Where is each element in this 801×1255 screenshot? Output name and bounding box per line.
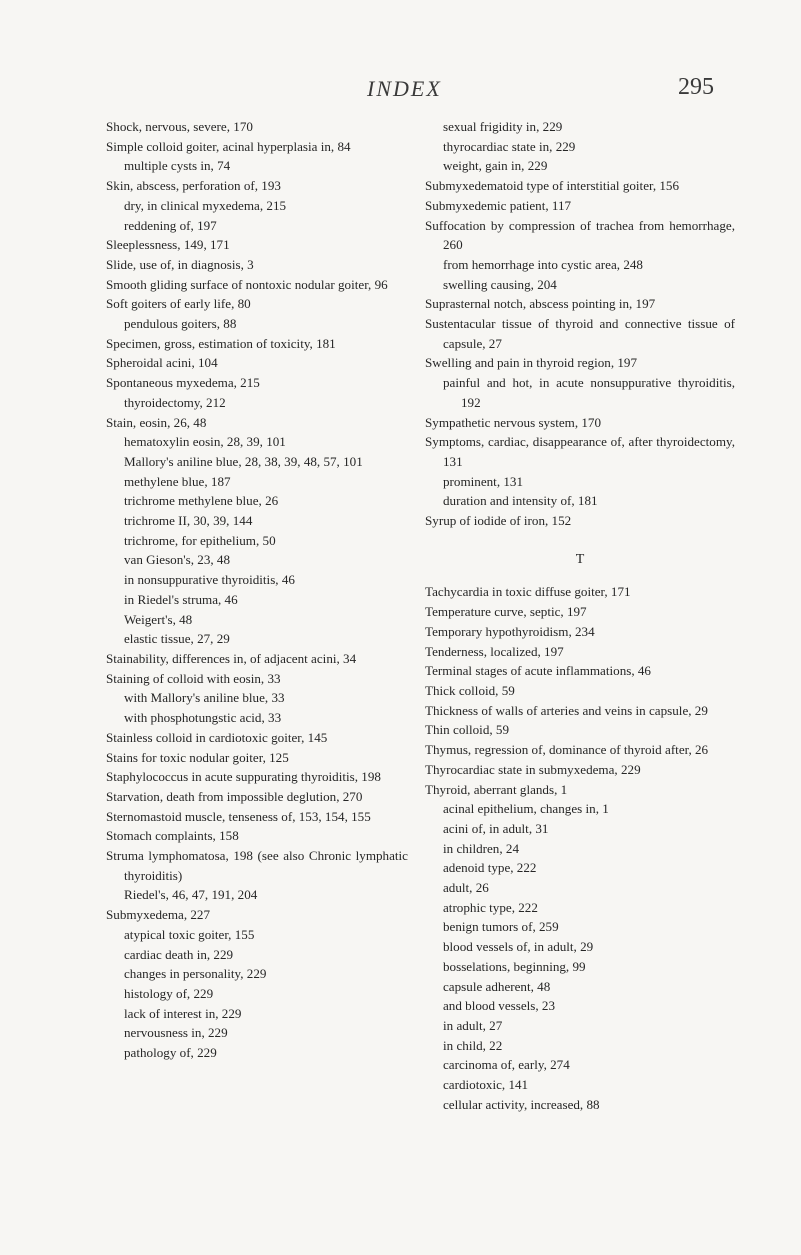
index-subentry: weight, gain in, 229 [443, 158, 548, 174]
index-subentry: acini of, in adult, 31 [443, 820, 549, 836]
index-subentry: cellular activity, increased, 88 [443, 1096, 600, 1112]
index-subentry: carcinoma of, early, 274 [443, 1057, 570, 1073]
index-subentry: cardiotoxic, 141 [443, 1077, 529, 1093]
index-subentry: trichrome methylene blue, 26 [124, 493, 279, 509]
index-subentry: elastic tissue, 27, 29 [124, 631, 230, 647]
index-entry: Submyxedematoid type of interstitial goiter, 156 [425, 178, 680, 194]
index-entry: Sternomastoid muscle, tenseness of, 153, 154, 155 [106, 808, 371, 824]
index-entry: Thickness of walls of arteries and veins in capsule, 29 [425, 702, 708, 718]
index-subentry: in children, 24 [443, 840, 519, 856]
index-entry: Shock, nervous, severe, 170 [106, 119, 253, 134]
index-subentry: and blood vessels, 23 [443, 998, 556, 1014]
index-subentry: trichrome II, 30, 39, 144 [124, 513, 253, 529]
index-entry: Thyroid, aberrant glands, 1 [425, 781, 568, 797]
index-entry: Terminal stages of acute inflammations, 46 [425, 663, 651, 679]
index-subentry: nervousness in, 229 [124, 1025, 228, 1041]
index-entry: Specimen, gross, estimation of toxicity, 181 [106, 335, 336, 351]
page-number: 295 [678, 74, 714, 100]
index-subentry: Riedel's, 46, 47, 191, 204 [124, 887, 258, 903]
index-section-t [425, 582, 735, 1114]
index-entry: Spontaneous myxedema, 215 [106, 375, 260, 391]
index-entry: Thyrocardiac state in submyxedema, 229 [425, 761, 641, 777]
index-column-left [106, 117, 408, 1063]
index-entry: Thin colloid, 59 [425, 722, 510, 738]
index-entry: Stain, eosin, 26, 48 [106, 414, 207, 430]
index-subentry: histology of, 229 [124, 985, 214, 1001]
index-entry: Thymus, regression of, dominance of thyroid after, 26 [425, 742, 709, 758]
index-entry: Starvation, death from impossible deglution, 270 [106, 788, 363, 804]
index-entry: Submyxedema, 227 [106, 907, 211, 923]
index-entry: Staphylococcus in acute suppurating thyroiditis, 198 [106, 769, 381, 785]
index-subentry: Mallory's aniline blue, 28, 38, 39, 48, 57, 101 [124, 453, 363, 469]
index-subentry: lack of interest in, 229 [124, 1005, 242, 1021]
index-subentry: thyroidectomy, 212 [124, 394, 226, 410]
index-subentry: adult, 26 [443, 880, 489, 896]
index-subentry: duration and intensity of, 181 [443, 493, 598, 509]
index-entry: Stainless colloid in cardiotoxic goiter, 145 [106, 729, 328, 745]
index-subentry: sexual frigidity in, 229 [443, 119, 563, 134]
index-subentry: Weigert's, 48 [124, 611, 193, 627]
index-column-right [425, 117, 735, 1114]
index-entry: Stainability, differences in, of adjacent acini, 34 [106, 650, 357, 666]
index-entry: Smooth gliding surface of nontoxic nodular goiter, 96 [106, 276, 388, 292]
index-subentry: trichrome, for epithelium, 50 [124, 532, 276, 548]
index-subentry: prominent, 131 [443, 473, 524, 489]
index-entry: Simple colloid goiter, acinal hyperplasia in, 84 [106, 138, 351, 154]
index-subentry: capsule adherent, 48 [443, 978, 551, 994]
index-entry: Tenderness, localized, 197 [425, 643, 564, 659]
index-entry: Sustentacular tissue of thyroid and connective tissue of capsule, 27 [425, 316, 735, 351]
index-subentry: in child, 22 [443, 1037, 503, 1053]
index-subentry: van Gieson's, 23, 48 [124, 552, 231, 568]
running-head: INDEX [367, 76, 442, 101]
index-subentry: hematoxylin eosin, 28, 39, 101 [124, 434, 286, 450]
index-subentry: dry, in clinical myxedema, 215 [124, 197, 287, 213]
index-subentry: thyrocardiac state in, 229 [443, 138, 576, 154]
index-subentry: in nonsuppurative thyroiditis, 46 [124, 572, 295, 588]
index-entry: Stomach complaints, 158 [106, 828, 239, 844]
index-entry: Temporary hypothyroidism, 234 [425, 623, 595, 639]
index-subentry: blood vessels of, in adult, 29 [443, 939, 594, 955]
index-subentry: swelling causing, 204 [443, 276, 557, 292]
index-subentry: in adult, 27 [443, 1017, 503, 1033]
index-subentry: from hemorrhage into cystic area, 248 [443, 256, 643, 272]
index-entry: Spheroidal acini, 104 [106, 355, 218, 371]
index-entry: Stains for toxic nodular goiter, 125 [106, 749, 289, 765]
index-entry: Staining of colloid with eosin, 33 [106, 670, 281, 686]
index-entry: Struma lymphomatosa, 198 (see also Chronic lymphatic thyroiditis) [106, 848, 408, 883]
index-subentry: cardiac death in, 229 [124, 946, 234, 962]
index-subentry: with phosphotungstic acid, 33 [124, 710, 282, 726]
index-subentry: painful and hot, in acute nonsuppurative thyroiditis, 192 [443, 375, 735, 410]
index-subentry: with Mallory's aniline blue, 33 [124, 690, 285, 706]
index-entry: Syrup of iodide of iron, 152 [425, 513, 572, 529]
index-entry: Suprasternal notch, abscess pointing in, 197 [425, 296, 656, 312]
index-subentry: methylene blue, 187 [124, 473, 231, 489]
index-entry: Tachycardia in toxic diffuse goiter, 171 [425, 584, 631, 600]
index-subentry: benign tumors of, 259 [443, 919, 559, 935]
index-entry: Sympathetic nervous system, 170 [425, 414, 602, 430]
index-subentry: pathology of, 229 [124, 1045, 217, 1061]
index-section-s-continued [425, 117, 735, 531]
index-subentry: in Riedel's struma, 46 [124, 591, 238, 607]
section-letter-t: T [575, 551, 585, 567]
index-entry: Skin, abscess, perforation of, 193 [106, 178, 281, 194]
index-entry: Symptoms, cardiac, disappearance of, after thyroidectomy, 131 [425, 434, 735, 469]
index-entry: Sleeplessness, 149, 171 [106, 237, 230, 253]
index-subentry: bosselations, beginning, 99 [443, 958, 586, 974]
index-entry: Thick colloid, 59 [425, 682, 515, 698]
index-subentry: atrophic type, 222 [443, 899, 538, 915]
index-subentry: atypical toxic goiter, 155 [124, 926, 255, 942]
index-entry: Soft goiters of early life, 80 [106, 296, 251, 312]
index-subentry: pendulous goiters, 88 [124, 316, 237, 332]
index-subentry: multiple cysts in, 74 [124, 158, 231, 174]
index-subentry: adenoid type, 222 [443, 860, 537, 876]
index-entry: Swelling and pain in thyroid region, 197 [425, 355, 638, 371]
index-subentry: reddening of, 197 [124, 217, 217, 233]
index-entry: Slide, use of, in diagnosis, 3 [106, 256, 254, 272]
index-entry: Suffocation by compression of trachea from hemorrhage, 260 [425, 217, 735, 253]
index-entry: Submyxedemic patient, 117 [425, 197, 572, 213]
index-subentry: acinal epithelium, changes in, 1 [443, 801, 609, 817]
index-subentry: changes in personality, 229 [124, 966, 267, 982]
index-entry: Temperature curve, septic, 197 [425, 604, 587, 620]
